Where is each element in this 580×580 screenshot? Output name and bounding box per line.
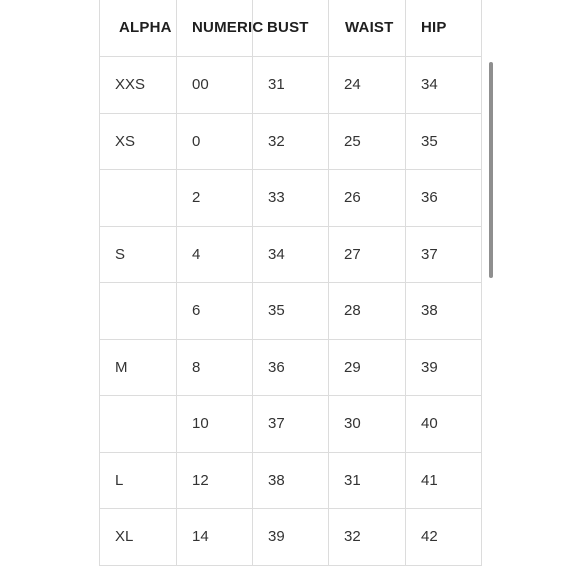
cell-waist: 32	[329, 509, 406, 566]
cell-waist: 25	[329, 113, 406, 170]
cell-bust: 36	[253, 339, 329, 396]
cell-hip: 37	[406, 226, 482, 283]
cell-alpha: XXS	[100, 57, 177, 114]
header-numeric: NUMERIC	[177, 0, 253, 57]
cell-numeric: 8	[177, 339, 253, 396]
cell-alpha	[100, 396, 177, 453]
cell-numeric: 12	[177, 452, 253, 509]
cell-hip: 42	[406, 509, 482, 566]
cell-alpha: XS	[100, 113, 177, 170]
cell-bust: 35	[253, 283, 329, 340]
cell-hip: 40	[406, 396, 482, 453]
vertical-scrollbar[interactable]	[489, 62, 493, 278]
cell-bust: 31	[253, 57, 329, 114]
cell-numeric: 00	[177, 57, 253, 114]
cell-bust: 39	[253, 509, 329, 566]
table-row	[100, 170, 482, 227]
cell-bust: 33	[253, 170, 329, 227]
cell-alpha	[100, 283, 177, 340]
cell-waist: 31	[329, 452, 406, 509]
cell-hip: 36	[406, 170, 482, 227]
cell-numeric: 0	[177, 113, 253, 170]
cell-alpha	[100, 170, 177, 227]
cell-waist: 29	[329, 339, 406, 396]
cell-waist: 26	[329, 170, 406, 227]
header-row	[100, 0, 482, 57]
table-row	[100, 396, 482, 453]
table-row	[100, 509, 482, 566]
cell-alpha: XL	[100, 509, 177, 566]
cell-numeric: 4	[177, 226, 253, 283]
cell-numeric: 10	[177, 396, 253, 453]
cell-waist: 28	[329, 283, 406, 340]
cell-numeric: 6	[177, 283, 253, 340]
cell-waist: 27	[329, 226, 406, 283]
table-row	[100, 226, 482, 283]
cell-hip: 41	[406, 452, 482, 509]
cell-hip: 34	[406, 57, 482, 114]
cell-waist: 30	[329, 396, 406, 453]
cell-waist: 24	[329, 57, 406, 114]
cell-hip: 39	[406, 339, 482, 396]
table-row	[100, 283, 482, 340]
table-row	[100, 57, 482, 114]
cell-bust: 34	[253, 226, 329, 283]
scrollbar-thumb[interactable]	[489, 62, 493, 278]
table-row	[100, 113, 482, 170]
cell-bust: 38	[253, 452, 329, 509]
header-waist: WAIST	[329, 0, 406, 57]
table-row	[100, 339, 482, 396]
header-hip: HIP	[406, 0, 482, 57]
cell-hip: 38	[406, 283, 482, 340]
cell-alpha: L	[100, 452, 177, 509]
cell-bust: 37	[253, 396, 329, 453]
table-row	[100, 452, 482, 509]
cell-alpha: S	[100, 226, 177, 283]
cell-hip: 35	[406, 113, 482, 170]
cell-bust: 32	[253, 113, 329, 170]
cell-numeric: 14	[177, 509, 253, 566]
cell-alpha: M	[100, 339, 177, 396]
size-chart-table	[99, 0, 482, 566]
header-alpha: ALPHA	[100, 0, 177, 57]
cell-numeric: 2	[177, 170, 253, 227]
header-bust: BUST	[253, 0, 329, 57]
